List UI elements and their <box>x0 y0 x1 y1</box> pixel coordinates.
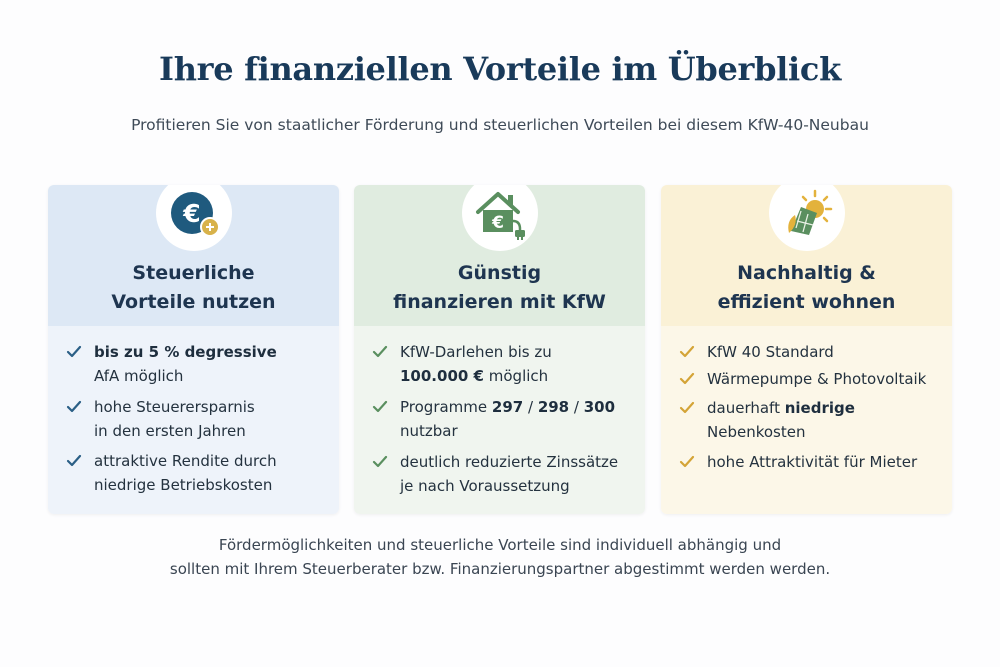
check-icon <box>66 400 82 414</box>
check-icon <box>679 401 695 415</box>
card-header <box>661 185 952 326</box>
check-icon <box>679 345 695 359</box>
house-euro-plug-icon <box>462 185 538 251</box>
card-sustainable-living: Nachhaltig & effizient wohnen KfW 40 Standard Wärmepumpe & Photovoltaik dauerhaft niedrige Nebenkosten hohe Attraktivität für Mieter <box>661 185 952 514</box>
euro-coin-icon <box>156 185 232 251</box>
sun-solar-leaf-icon <box>769 185 845 251</box>
check-icon <box>372 455 388 469</box>
card-kfw-financing: € Günstig finanzieren mit KfW KfW-Darlehen bis zu 100.000 € möglich Programme 297 / 298 / 300 nutzbar deutlich reduzierte Zinssätze je nach Voraussetzung <box>354 185 645 514</box>
svg-text:€: € <box>182 199 201 228</box>
check-icon <box>372 345 388 359</box>
check-icon <box>66 454 82 468</box>
card-title: Günstig finanzieren mit KfW <box>393 262 606 313</box>
check-icon <box>679 372 695 386</box>
check-icon <box>66 345 82 359</box>
card-tax-benefits: € Steuerliche Vorteile nutzen bis zu 5 % degressive AfA möglich hohe Steuerersparnis in den ersten Jahren attraktive Rendite durch niedrige Betriebskosten <box>48 185 339 514</box>
page-title: Ihre finanziellen Vorteile im Überblick <box>159 50 841 88</box>
page-subtitle: Profitieren Sie von staatlicher Förderung und steuerlichen Vorteilen bei diesem KfW-40-Neubau <box>131 116 869 134</box>
check-icon <box>372 400 388 414</box>
card-header <box>354 185 645 326</box>
card-header <box>48 185 339 326</box>
svg-text:€: € <box>491 213 504 233</box>
footnote: Fördermöglichkeiten und steuerliche Vorteile sind individuell abhängig und sollten mit Ihrem Steuerberater bzw. Finanzierungspartner abgestimmt werden werden. <box>169 536 831 578</box>
card-title: Steuerliche Vorteile nutzen <box>111 262 276 313</box>
card-title: Nachhaltig & effizient wohnen <box>717 262 896 313</box>
check-icon <box>679 455 695 469</box>
